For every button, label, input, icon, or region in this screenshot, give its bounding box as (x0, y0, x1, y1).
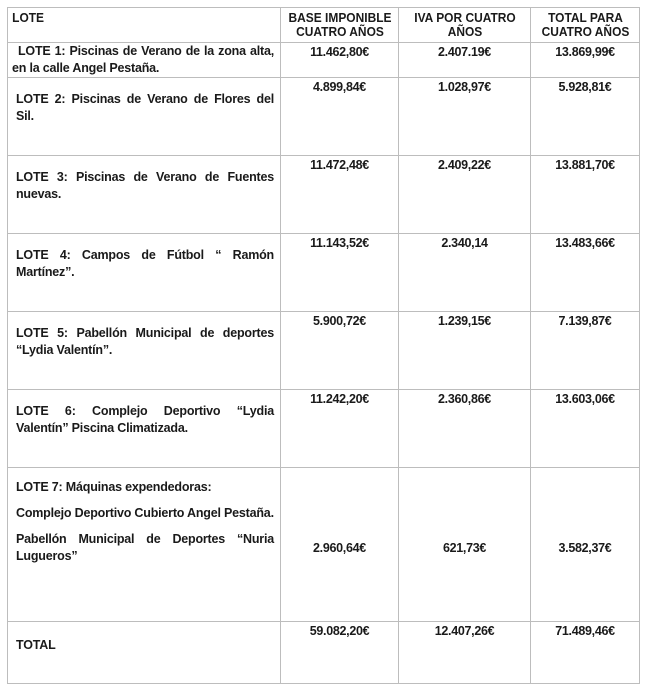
table-row (8, 234, 640, 312)
lote7-location-2: Pabellón Municipal de Deportes “Nuria Lugueros” (16, 532, 274, 563)
total-row (8, 622, 640, 684)
table-row (8, 156, 640, 234)
iva-value: 621,73€ (399, 468, 531, 622)
total-value: 13.603,06€ (531, 390, 640, 468)
grand-total-value: 71.489,46€ (531, 622, 640, 684)
total-value: 13.869,99€ (531, 43, 640, 78)
lote-description: LOTE 4: Campos de Fútbol “ Ramón Martínez”. (8, 234, 281, 312)
header-iva: IVA POR CUATRO AÑOS (404, 8, 525, 43)
base-value: 11.143,52€ (281, 234, 399, 312)
base-value: 4.899,84€ (281, 78, 399, 156)
total-value: 5.928,81€ (531, 78, 640, 156)
lote7-location-1: Complejo Deportivo Cubierto Angel Pestaña. (16, 506, 274, 520)
base-value: 11.472,48€ (281, 156, 399, 234)
total-label: TOTAL (8, 622, 281, 684)
iva-value: 2.340,14 (399, 234, 531, 312)
table-row (8, 312, 640, 390)
iva-value: 2.409,22€ (399, 156, 531, 234)
total-value: 7.139,87€ (531, 312, 640, 390)
lote7-title: LOTE 7: Máquinas expendedoras: (16, 480, 212, 494)
lote-description: LOTE 6: Complejo Deportivo “Lydia Valentín” Piscina Climatizada. (8, 390, 281, 468)
total-base-value: 59.082,20€ (281, 622, 399, 684)
lote-description (8, 468, 281, 622)
lote-description: LOTE 2: Piscinas de Verano de Flores del Sil. (8, 78, 281, 156)
table-row (8, 78, 640, 156)
header-lote: LOTE (8, 8, 259, 43)
base-value: 2.960,64€ (281, 468, 399, 622)
table-row-lote7 (8, 468, 640, 622)
total-value: 3.582,37€ (531, 468, 640, 622)
lotes-table (7, 7, 640, 684)
base-value: 11.242,20€ (281, 390, 399, 468)
header-base-imponible: BASE IMPONIBLE CUATRO AÑOS (285, 8, 394, 43)
lote-description: LOTE 5: Pabellón Municipal de deportes “Lydia Valentín”. (8, 312, 281, 390)
base-value: 11.462,80€ (281, 43, 399, 78)
table-row (8, 43, 640, 78)
base-value: 5.900,72€ (281, 312, 399, 390)
header-total: TOTAL PARA CUATRO AÑOS (535, 8, 635, 43)
table-row (8, 390, 640, 468)
iva-value: 1.028,97€ (399, 78, 531, 156)
header-row (8, 8, 640, 43)
iva-value: 2.360,86€ (399, 390, 531, 468)
iva-value: 2.407.19€ (399, 43, 531, 78)
lote-description: LOTE 1: Piscinas de Verano de la zona alta, en la calle Angel Pestaña. (8, 43, 281, 78)
lote-description: LOTE 3: Piscinas de Verano de Fuentes nuevas. (8, 156, 281, 234)
total-iva-value: 12.407,26€ (399, 622, 531, 684)
total-value: 13.483,66€ (531, 234, 640, 312)
total-value: 13.881,70€ (531, 156, 640, 234)
iva-value: 1.239,15€ (399, 312, 531, 390)
